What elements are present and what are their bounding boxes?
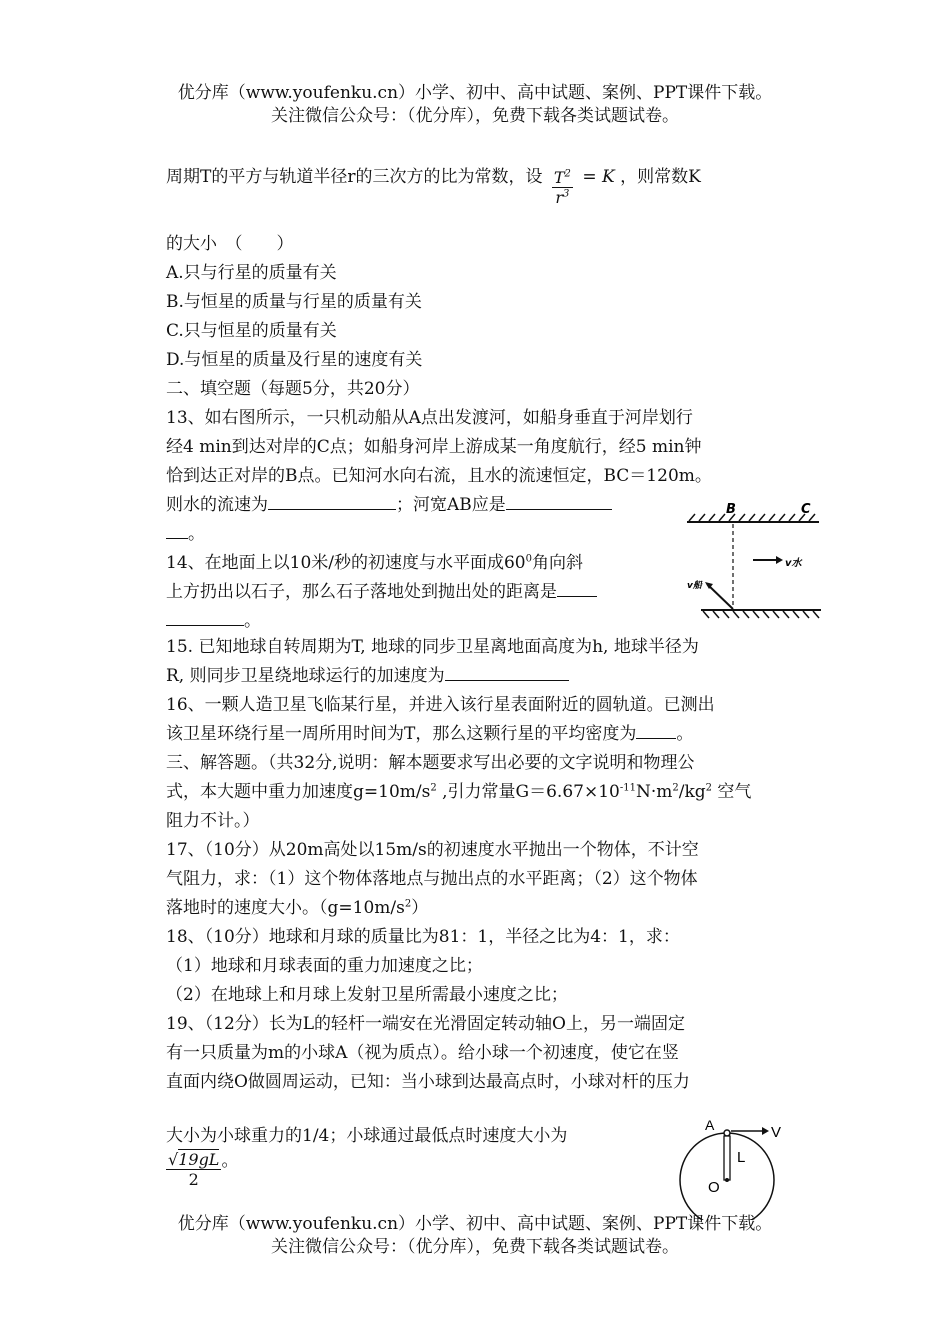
q13-blank-width-cont[interactable] xyxy=(166,522,188,539)
river-crossing-figure xyxy=(683,500,833,625)
q12-stem xyxy=(166,158,701,207)
label-v-water: v水 xyxy=(785,558,802,569)
q12-cont: 的大小 （ ） xyxy=(166,234,294,254)
q13-line-3: 恰到达正对岸的B点。已知河水向右流，且水的流速恒定，BC＝120m。 xyxy=(166,466,712,486)
footer-line-2: 关注微信公众号：（优分库），免费下载各类试题试卷。 xyxy=(271,1237,679,1257)
q13-line-2: 经4 min到达对岸的C点；如船身河岸上游成某一角度航行，经5 min钟 xyxy=(166,437,702,457)
q13-line-5: 。 xyxy=(166,519,205,544)
q12-option-b: B.与恒星的质量与行星的质量有关 xyxy=(166,292,422,312)
q19-line-4: 大小为小球重力的1/4；小球通过最低点时速度大小为 xyxy=(166,1126,568,1146)
q18-line-3: （2）在地球上和月球上发射卫星所需最小速度之比； xyxy=(166,985,568,1005)
q19-formula: $\frac{√19gL}{2}$ 。 xyxy=(168,1150,239,1189)
label-v: V xyxy=(771,1124,782,1141)
label-v-boat: v船 xyxy=(687,581,702,591)
q13-line-4: 则水的流速为 ；河宽AB应是 xyxy=(166,490,612,515)
q16-line-1: 16、一颗人造卫星飞临某行星，并进入该行星表面附近的圆轨道。已测出 xyxy=(166,695,715,715)
q16-blank[interactable] xyxy=(636,722,676,739)
q12-option-d: D.与恒星的质量及行星的速度有关 xyxy=(166,350,423,370)
section-3-line-1: 三、解答题。（共32分,说明：解本题要求写出必要的文字说明和物理公 xyxy=(166,753,695,773)
q16-line-2: 该卫星环绕行星一周所用时间为T，那么这颗行星的平均密度为 。 xyxy=(166,724,694,744)
section-3-line-2: 式，本大题中重力加速度$g=10m/s^2$ ,引力常量$G=6.67\times 10^{-11}N\cdot m^2/kg^2$ 空气 xyxy=(166,782,752,802)
q12-option-a: A.只与行星的质量有关 xyxy=(166,263,337,283)
q12-text-pre: 周期T的平方与轨道半径r的三次方的比为常数，设 xyxy=(166,167,543,187)
q15-line-1: 15. 已知地球自转周期为T, 地球的同步卫星离地面高度为h, 地球半径为 xyxy=(166,637,699,657)
ball-a xyxy=(724,1130,730,1136)
label-o: O xyxy=(708,1179,720,1196)
q14-line-3: 。 xyxy=(166,606,261,631)
q12-formula-rhs: = K xyxy=(582,167,615,187)
q17-line-3: 落地时的速度大小。$(g=10m/s^2)$ xyxy=(166,898,429,918)
q19-line-3: 直面内绕O做圆周运动，已知：当小球到达最高点时，小球对杆的压力 xyxy=(166,1072,690,1092)
header-line-1: 优分库（www.youfenku.cn）小学、初中、高中试题、案例、PPT课件下载。 xyxy=(177,83,773,103)
section-2-title: 二、填空题（每题5分，共20分） xyxy=(166,379,420,399)
q14-line-1: 14、在地面上以10米/秒的初速度与水平面成$60^0$角向斜 xyxy=(166,553,583,573)
q12-formula: $\frac{T^2}{r^3}$ xyxy=(553,168,571,207)
q12-option-c: C.只与恒星的质量有关 xyxy=(166,321,337,341)
label-l: L xyxy=(737,1149,746,1166)
q19-line-2: 有一只质量为m的小球A（视为质点）。给小球一个初速度，使它在竖 xyxy=(166,1043,679,1063)
circle-motion-figure xyxy=(675,1120,805,1220)
q15-blank[interactable] xyxy=(445,664,569,681)
label-b: B xyxy=(726,502,736,517)
q15-line-2: R, 则同步卫星绕地球运行的加速度为 xyxy=(166,661,569,686)
q14-blank-cont[interactable] xyxy=(166,609,244,626)
q13-blank-width[interactable] xyxy=(506,493,612,510)
q14-line-2: 上方扔出以石子，那么石子落地处到抛出处的距离是 xyxy=(166,577,597,602)
boat-velocity-arrow xyxy=(707,584,733,609)
rod xyxy=(724,1136,730,1180)
q14-blank[interactable] xyxy=(557,580,597,597)
section-3-line-3: 阻力不计。） xyxy=(166,811,260,831)
q13-blank-speed[interactable] xyxy=(268,493,396,510)
label-c: C xyxy=(801,502,811,517)
sqrt-sign: √ xyxy=(168,1150,179,1169)
q12-text-post: ，则常数K xyxy=(620,167,701,187)
q17-line-2: 气阻力，求：（1）这个物体落地点与抛出点的水平距离；（2）这个物体 xyxy=(166,869,698,889)
footer-line-1: 优分库（www.youfenku.cn）小学、初中、高中试题、案例、PPT课件下载。 xyxy=(177,1214,773,1234)
pivot-o xyxy=(725,1178,729,1182)
label-a: A xyxy=(705,1120,715,1133)
q13-line-1: 13、如右图所示，一只机动船从A点出发渡河，如船身垂直于河岸划行 xyxy=(166,408,693,428)
header-line-2: 关注微信公众号：（优分库），免费下载各类试题试卷。 xyxy=(271,106,679,126)
q19-line-1: 19、（12分）长为L的轻杆一端安在光滑固定转动轴O上，另一端固定 xyxy=(166,1014,685,1034)
q18-line-1: 18、（10分）地球和月球的质量比为81：1，半径之比为4：1，求： xyxy=(166,927,680,947)
q17-line-1: 17、（10分）从20m高处以15m/s的初速度水平抛出一个物体，不计空 xyxy=(166,840,699,860)
q18-line-2: （1）地球和月球表面的重力加速度之比； xyxy=(166,956,483,976)
